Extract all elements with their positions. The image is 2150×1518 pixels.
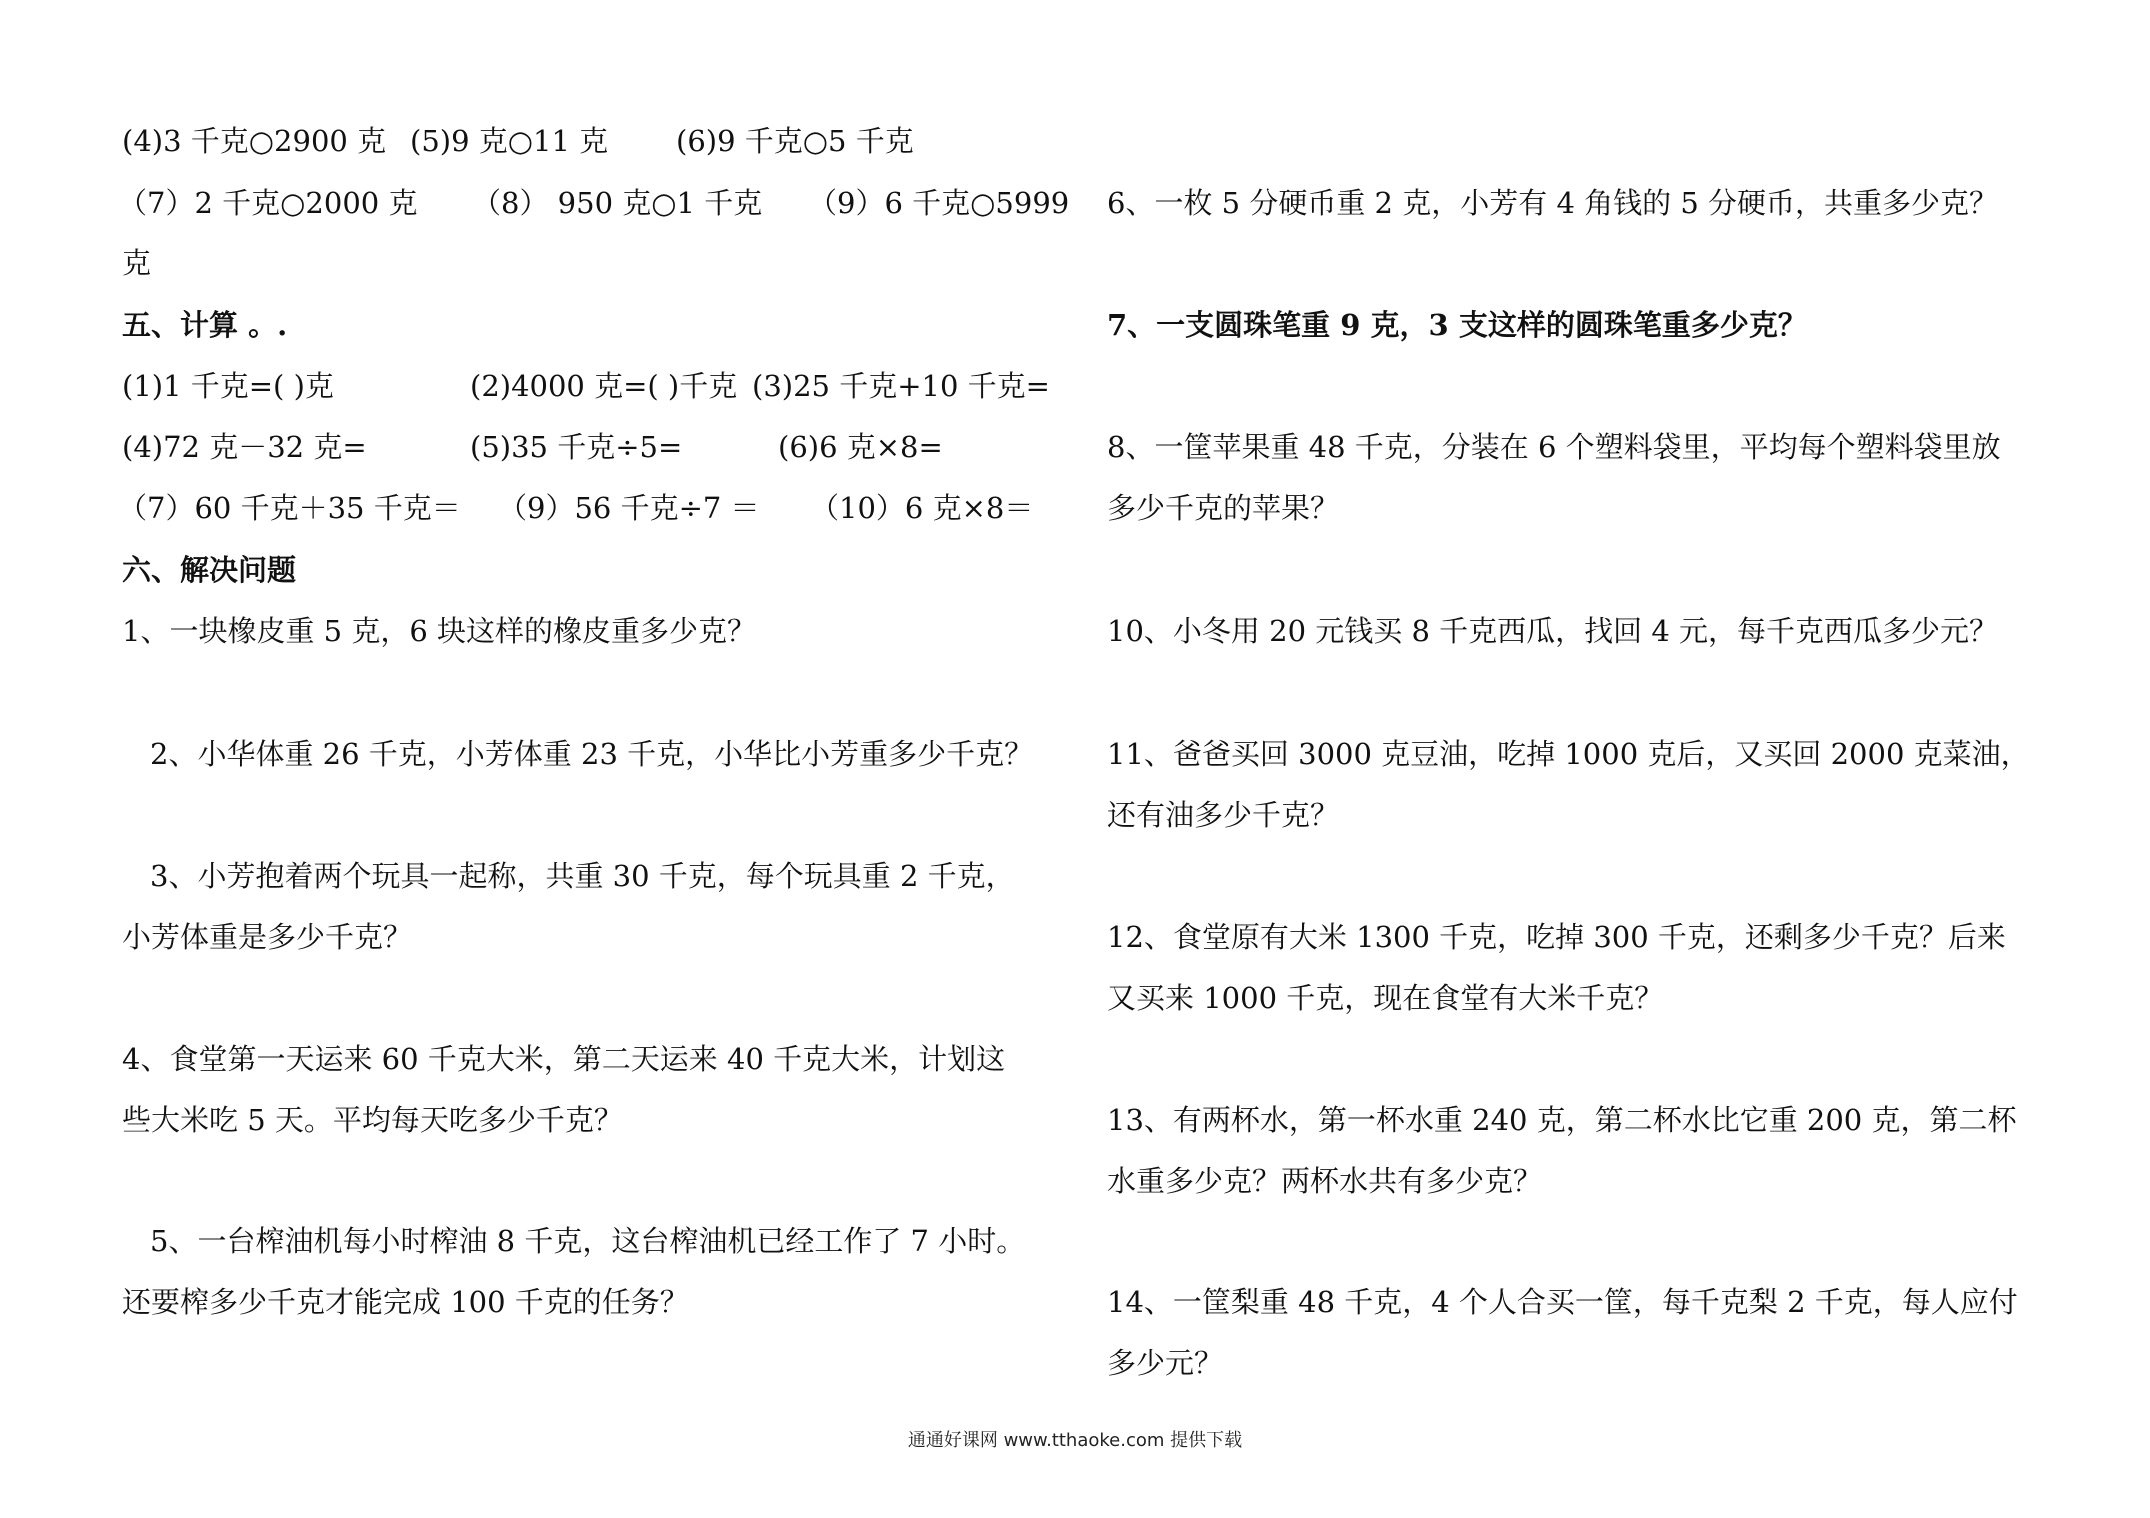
calc-item-2: (2)4000 克=( )千克	[470, 369, 738, 403]
section-heading-solve: 六、解决问题	[122, 553, 297, 587]
calc-item-7: （7）60 千克＋35 千克＝	[118, 491, 461, 525]
problem-2: 2、小华体重 26 千克，小芳体重 23 千克，小华比小芳重多少千克？	[150, 737, 1034, 771]
compare-item-7: （7）2 千克○2000 克	[118, 186, 418, 220]
problem-14-line-1: 14、一筐梨重 48 千克，4 个人合买一筐，每千克梨 2 千克，每人应付	[1107, 1285, 2018, 1319]
compare-item-9: （9）6 千克○5999	[808, 186, 1070, 220]
compare-item-9-wrap: 克	[122, 246, 152, 280]
calc-item-4: (4)72 克－32 克=	[122, 430, 367, 464]
problem-3-line-1: 3、小芳抱着两个玩具一起称，共重 30 千克，每个玩具重 2 千克，	[150, 859, 1015, 893]
problem-4-line-2: 些大米吃 5 天。平均每天吃多少千克？	[122, 1103, 623, 1137]
compare-item-6: (6)9 千克○5 千克	[676, 124, 914, 158]
section-heading-calc: 五、计算 。.	[122, 308, 288, 342]
problem-10: 10、小冬用 20 元钱买 8 千克西瓜，找回 4 元，每千克西瓜多少元？	[1107, 614, 1999, 648]
page-footer: 通通好课网 www.tthaoke.com 提供下载	[907, 1430, 1243, 1451]
compare-item-5: (5)9 克○11 克	[410, 124, 609, 158]
compare-item-8: （8） 950 克○1 千克	[472, 186, 763, 220]
calc-item-6: (6)6 克×8=	[778, 430, 943, 464]
compare-item-4: (4)3 千克○2900 克	[122, 124, 387, 158]
problem-5-line-2: 还要榨多少千克才能完成 100 千克的任务？	[122, 1285, 689, 1319]
problem-3-line-2: 小芳体重是多少千克？	[122, 920, 413, 954]
problem-14-line-2: 多少元？	[1107, 1346, 1224, 1380]
calc-item-9: （9）56 千克÷7 ＝	[498, 491, 760, 525]
problem-4-line-1: 4、食堂第一天运来 60 千克大米，第二天运来 40 千克大米，计划这	[122, 1042, 1006, 1076]
problem-8-line-2: 多少千克的苹果？	[1107, 491, 1340, 525]
calc-item-5: (5)35 千克÷5=	[470, 430, 683, 464]
problem-13-line-2: 水重多少克？两杯水共有多少克？	[1107, 1164, 1543, 1198]
problem-11-line-2: 还有油多少千克？	[1107, 798, 1340, 832]
calc-item-10: （10）6 克×8＝	[810, 491, 1034, 525]
problem-12-line-1: 12、食堂原有大米 1300 千克，吃掉 300 千克，还剩多少千克？后来	[1107, 920, 2006, 954]
problem-11-line-1: 11、爸爸买回 3000 克豆油，吃掉 1000 克后，又买回 2000 克菜油，	[1107, 737, 2030, 771]
problem-6: 6、一枚 5 分硬币重 2 克，小芳有 4 角钱的 5 分硬币，共重多少克？	[1107, 186, 1999, 220]
problem-1: 1、一块橡皮重 5 克，6 块这样的橡皮重多少克？	[122, 614, 757, 648]
problem-5-line-1: 5、一台榨油机每小时榨油 8 千克，这台榨油机已经工作了 7 小时。	[150, 1224, 1026, 1258]
problem-13-line-1: 13、有两杯水，第一杯水重 240 克，第二杯水比它重 200 克，第二杯	[1107, 1103, 2017, 1137]
calc-item-1: (1)1 千克=( )克	[122, 369, 334, 403]
problem-12-line-2: 又买来 1000 千克，现在食堂有大米千克？	[1107, 981, 1664, 1015]
calc-item-3: (3)25 千克+10 千克=	[752, 369, 1050, 403]
problem-8-line-1: 8、一筐苹果重 48 千克，分装在 6 个塑料袋里，平均每个塑料袋里放	[1107, 430, 2001, 464]
problem-7: 7、一支圆珠笔重 9 克，3 支这样的圆珠笔重多少克？	[1107, 308, 1807, 342]
